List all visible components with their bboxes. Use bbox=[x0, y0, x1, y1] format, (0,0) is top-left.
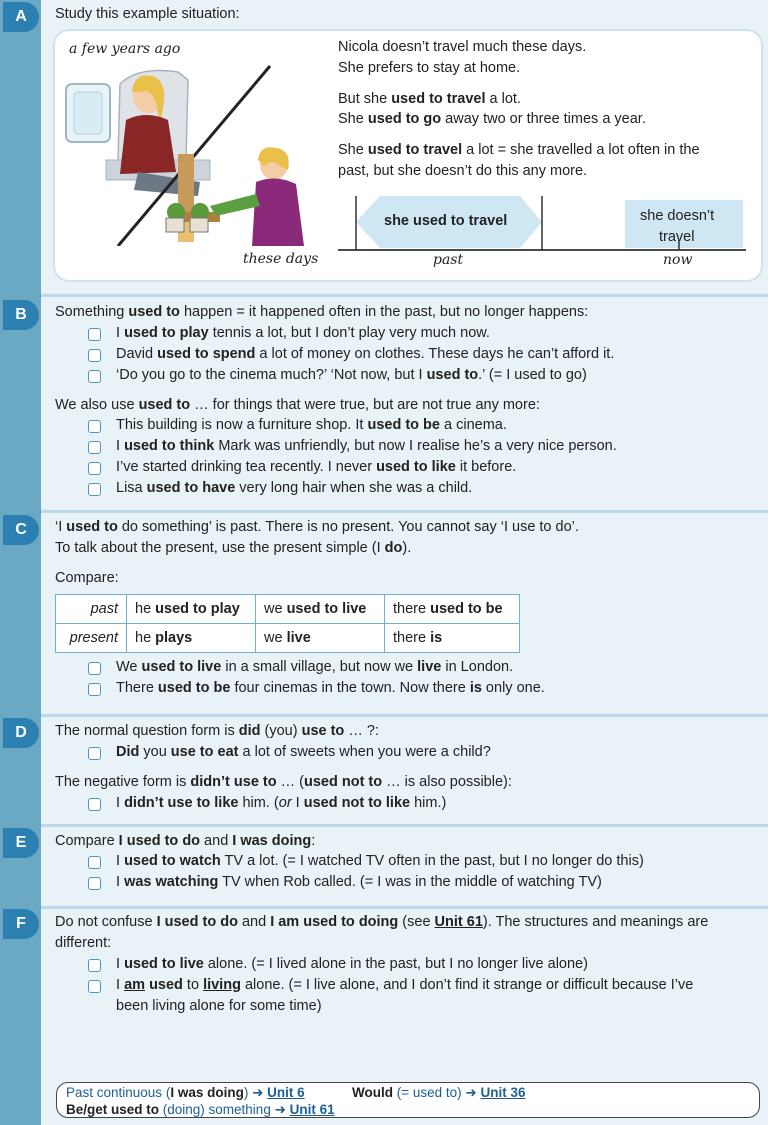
b-example-6: I’ve started drinking tea recently. I never used to like it before. bbox=[116, 459, 517, 475]
b-example-3: ‘Do you go to the cinema much?’ ‘Not now, but I used to.’ (= I used to go) bbox=[116, 367, 587, 383]
timeline-past: past bbox=[433, 252, 464, 268]
f-line-2: different: bbox=[55, 935, 112, 951]
d-line-1: The normal question form is did (you) use to … ?: bbox=[55, 723, 379, 739]
f-example-1: I used to live alone. (= I lived alone in the past, but I no longer live alone) bbox=[116, 956, 588, 972]
bullet bbox=[88, 328, 101, 341]
table-cell: there used to be bbox=[385, 595, 520, 624]
red-jacket bbox=[120, 115, 176, 174]
c-line-2: To talk about the present, use the present simple (I do). bbox=[55, 540, 412, 556]
a-text-6: past, but she doesn’t do this any more. bbox=[338, 163, 588, 179]
bullet bbox=[88, 370, 101, 383]
d-example-1: Did you use to eat a lot of sweets when you were a child? bbox=[116, 744, 491, 760]
bullet bbox=[88, 483, 101, 496]
section-a-badge: A bbox=[3, 2, 39, 32]
b-example-5: I used to think Mark was unfriendly, but now I realise he’s a very nice person. bbox=[116, 438, 617, 454]
section-b-badge: B bbox=[3, 300, 39, 330]
b-line-1: Something used to happen = it happened often in the past, but no longer happens: bbox=[55, 304, 589, 320]
d-line-2: The negative form is didn’t use to … (used not to … is also possible): bbox=[55, 774, 512, 790]
table-cell: there is bbox=[385, 624, 520, 653]
box-label-1: she doesn’t bbox=[640, 208, 715, 224]
bullet bbox=[88, 980, 101, 993]
c-example-1: We used to live in a small village, but now we live in London. bbox=[116, 659, 514, 675]
purple-top bbox=[252, 178, 304, 246]
a-text-5: She used to travel a lot = she travelled a lot often in the bbox=[338, 142, 700, 158]
c-line-1: ‘I used to do something’ is past. There is no present. You cannot say ‘I use to do’. bbox=[55, 519, 579, 535]
e-line-1: Compare I used to do and I was doing: bbox=[55, 833, 316, 849]
unit-61-footer-link[interactable]: Unit 61 bbox=[289, 1102, 335, 1117]
bullet bbox=[88, 856, 101, 869]
c-example-2: There used to be four cinemas in the town. Now there is only one. bbox=[116, 680, 545, 696]
timeline-now: now bbox=[663, 252, 693, 268]
b-line-2: We also use used to … for things that were true, but are not true any more: bbox=[55, 397, 540, 413]
bullet bbox=[88, 420, 101, 433]
b-example-4: This building is now a furniture shop. It used to be a cinema. bbox=[116, 417, 507, 433]
bullet bbox=[88, 747, 101, 760]
f-example-2: I am used to living alone. (= I live alone, and I don’t find it strange or difficult because I’ve bbox=[116, 977, 694, 993]
bullet bbox=[88, 349, 101, 362]
caption-a-few-years-ago: a few years ago bbox=[69, 41, 181, 57]
f-line-1: Do not confuse I used to do and I am used to doing (see Unit 61). The structures and meanings are bbox=[55, 914, 709, 930]
caption-these-days: these days bbox=[243, 251, 319, 267]
comparison-table bbox=[55, 594, 520, 653]
a-text-3: But she used to travel a lot. bbox=[338, 91, 521, 107]
arrow-label: she used to travel bbox=[384, 213, 508, 229]
footer-line-1: Past continuous (I was doing) ➜ Unit 6 bbox=[66, 1085, 305, 1100]
a-text-2: She prefers to stay at home. bbox=[338, 60, 521, 76]
bullet bbox=[88, 798, 101, 811]
table-row bbox=[56, 624, 520, 653]
table-cell: he plays bbox=[127, 624, 256, 653]
bullet bbox=[88, 662, 101, 675]
table-cell: present bbox=[56, 624, 127, 653]
f-example-2-cont: been living alone for some time) bbox=[116, 998, 322, 1014]
footer-line-2: Be/get used to (doing) something ➜ Unit 61 bbox=[66, 1102, 335, 1117]
table-cell: past bbox=[56, 595, 127, 624]
section-c-badge: C bbox=[3, 515, 39, 545]
d-example-2: I didn’t use to like him. (or I used not to like him.) bbox=[116, 795, 447, 811]
a-text-4: She used to go away two or three times a year. bbox=[338, 111, 646, 127]
table-cell: we live bbox=[256, 624, 385, 653]
section-a-intro: Study this example situation: bbox=[55, 6, 240, 22]
bullet bbox=[88, 683, 101, 696]
unit-6-link[interactable]: Unit 6 bbox=[267, 1085, 305, 1100]
left-margin-bar bbox=[0, 0, 41, 1125]
bullet bbox=[88, 959, 101, 972]
e-example-1: I used to watch TV a lot. (= I watched TV often in the past, but I no longer do this) bbox=[116, 853, 644, 869]
bullet bbox=[88, 462, 101, 475]
bullet bbox=[88, 877, 101, 890]
footer-line-1b: Would (= used to) ➜ Unit 36 bbox=[352, 1085, 526, 1100]
c-compare: Compare: bbox=[55, 570, 119, 586]
b-example-1: I used to play tennis a lot, but I don’t play very much now. bbox=[116, 325, 490, 341]
illustration-nicola bbox=[60, 62, 320, 246]
b-example-7: Lisa used to have very long hair when she was a child. bbox=[116, 480, 473, 496]
section-e-badge: E bbox=[3, 828, 39, 858]
a-text-1: Nicola doesn’t travel much these days. bbox=[338, 39, 587, 55]
box-label-2: travel bbox=[659, 229, 695, 245]
table-cell: he used to play bbox=[127, 595, 256, 624]
unit-61-link[interactable]: Unit 61 bbox=[434, 914, 483, 930]
bullet bbox=[88, 441, 101, 454]
b-example-2: David used to spend a lot of money on clothes. These days he can’t afford it. bbox=[116, 346, 615, 362]
section-f-badge: F bbox=[3, 909, 39, 939]
table-row bbox=[56, 595, 520, 624]
section-d-badge: D bbox=[3, 718, 39, 748]
watering-can bbox=[210, 194, 260, 216]
e-example-2: I was watching TV when Rob called. (= I was in the middle of watching TV) bbox=[116, 874, 602, 890]
table-cell: we used to live bbox=[256, 595, 385, 624]
unit-36-link[interactable]: Unit 36 bbox=[480, 1085, 526, 1100]
